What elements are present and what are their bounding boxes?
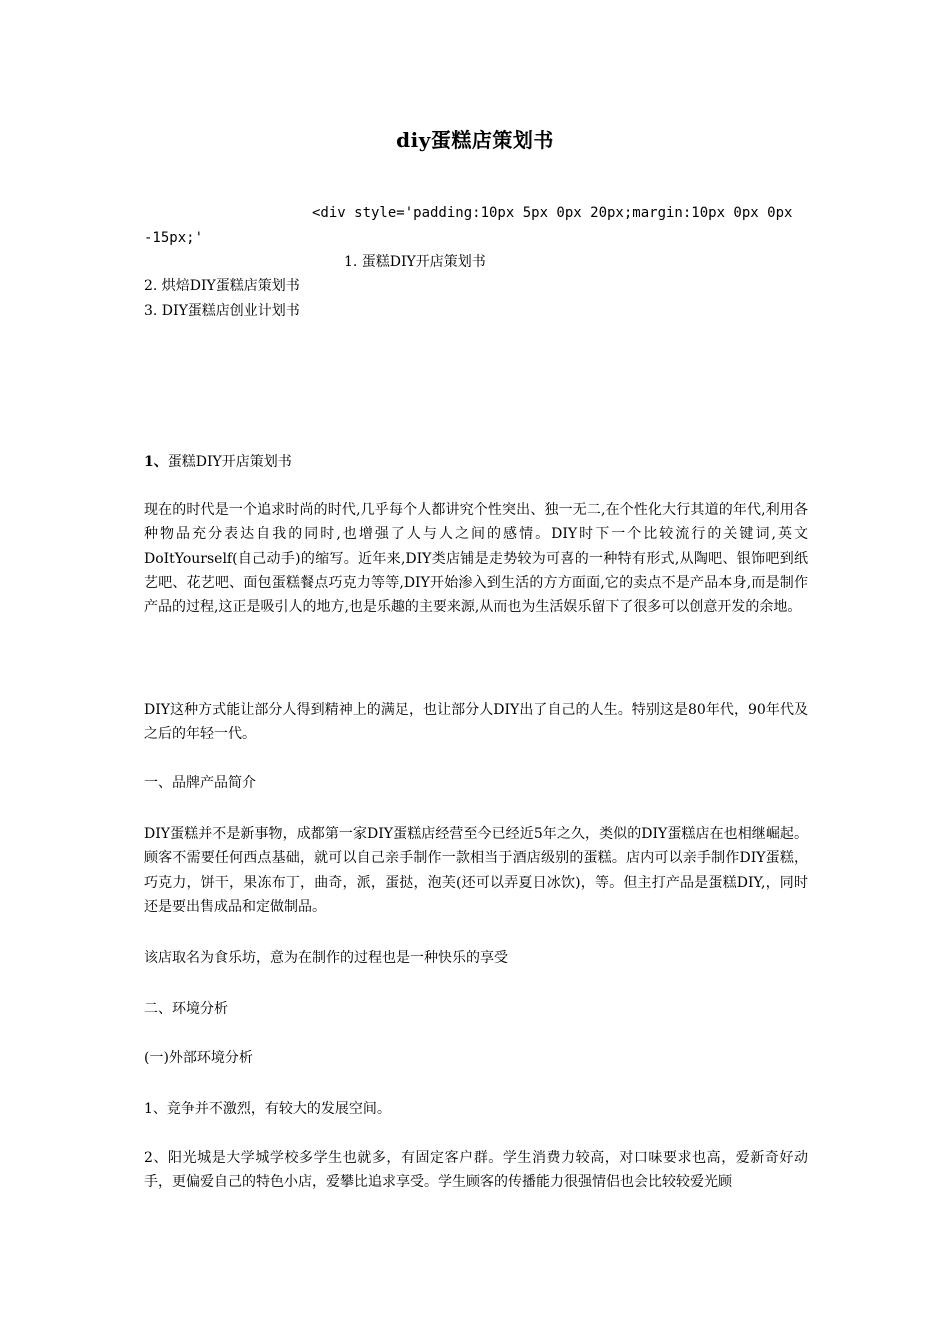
section-heading-text: 蛋糕DIY开店策划书 — [167, 454, 292, 470]
paragraph-intro: 现在的时代是一个追求时尚的时代,几乎每个人都讲究个性突出、独一无二,在个性化大行其道的年代,利用各种物品充分表达自我的同时,也增强了人与人之间的感情。DIY时下一个比较流行的关键词,英文DoItYourself(自己动手)的缩写。近年来,DIY类店铺是走势较为可喜的一种特有形式,从陶吧、银饰吧到纸艺吧、花艺吧、面包蛋糕餐点巧克力等等,DIY开始渗入到生活的方方面面,它的卖点不是产品本身,而是制作产品的过程,这正是吸引人的地方,也是乐趣的主要来源,从而也为生活娱乐留下了很多可以创意开发的余地。 — [144, 502, 808, 616]
toc-item-1: 1. 蛋糕DIY开店策划书 — [344, 254, 486, 270]
paragraph-store-name: 该店取名为食乐坊，意为在制作的过程也是一种快乐的享受 — [144, 950, 508, 966]
paragraph-brand-products: DIY蛋糕并不是新事物，成都第一家DIY蛋糕店经营至今已经近5年之久，类似的DIY蛋糕店在也相继崛起。顾客不需要任何西点基础，就可以自己亲手制作一款相当于酒店级别的蛋糕。店内可以亲手制作DIY蛋糕，巧克力，饼干，果冻布丁，曲奇，派，蛋挞，泡芙(还可以弄夏日冰饮)，等。但主打产品是蛋糕DIY,，同时还是要出售成品和定做制品。 — [144, 826, 808, 915]
heading-environment-analysis: 二、环境分析 — [144, 1001, 228, 1017]
document-title: diy蛋糕店策划书 — [396, 128, 554, 152]
list-item-competition: 1、竞争并不激烈，有较大的发展空间。 — [144, 1101, 391, 1117]
paragraph-diy-satisfaction: DIY这种方式能让部分人得到精神上的满足，也让部分人DIY出了自己的人生。特别这是80年代，90年代及之后的年轻一代。 — [144, 702, 808, 743]
heading-brand-intro: 一、品牌产品简介 — [144, 775, 256, 791]
heading-external-environment: (一)外部环境分析 — [144, 1050, 253, 1066]
section-number: 1、 — [144, 454, 168, 470]
toc-item-2: 2. 烘焙DIY蛋糕店策划书 — [144, 278, 300, 294]
list-item-customers: 2、阳光城是大学城学校多学生也就多，有固定客户群。学生消费力较高，对口味要求也高，爱新奇好动手，更偏爱自己的特色小店，爱攀比追求享受。学生顾客的传播能力很强情侣也会比较较爱光顾 — [144, 1150, 808, 1191]
section-heading — [144, 450, 808, 474]
raw-html-fragment: <div style='padding:10px 5px 0px 20px;margin:10px 0px 0px -15px;' — [144, 205, 793, 246]
toc-item-3: 3. DIY蛋糕店创业计划书 — [144, 303, 300, 319]
